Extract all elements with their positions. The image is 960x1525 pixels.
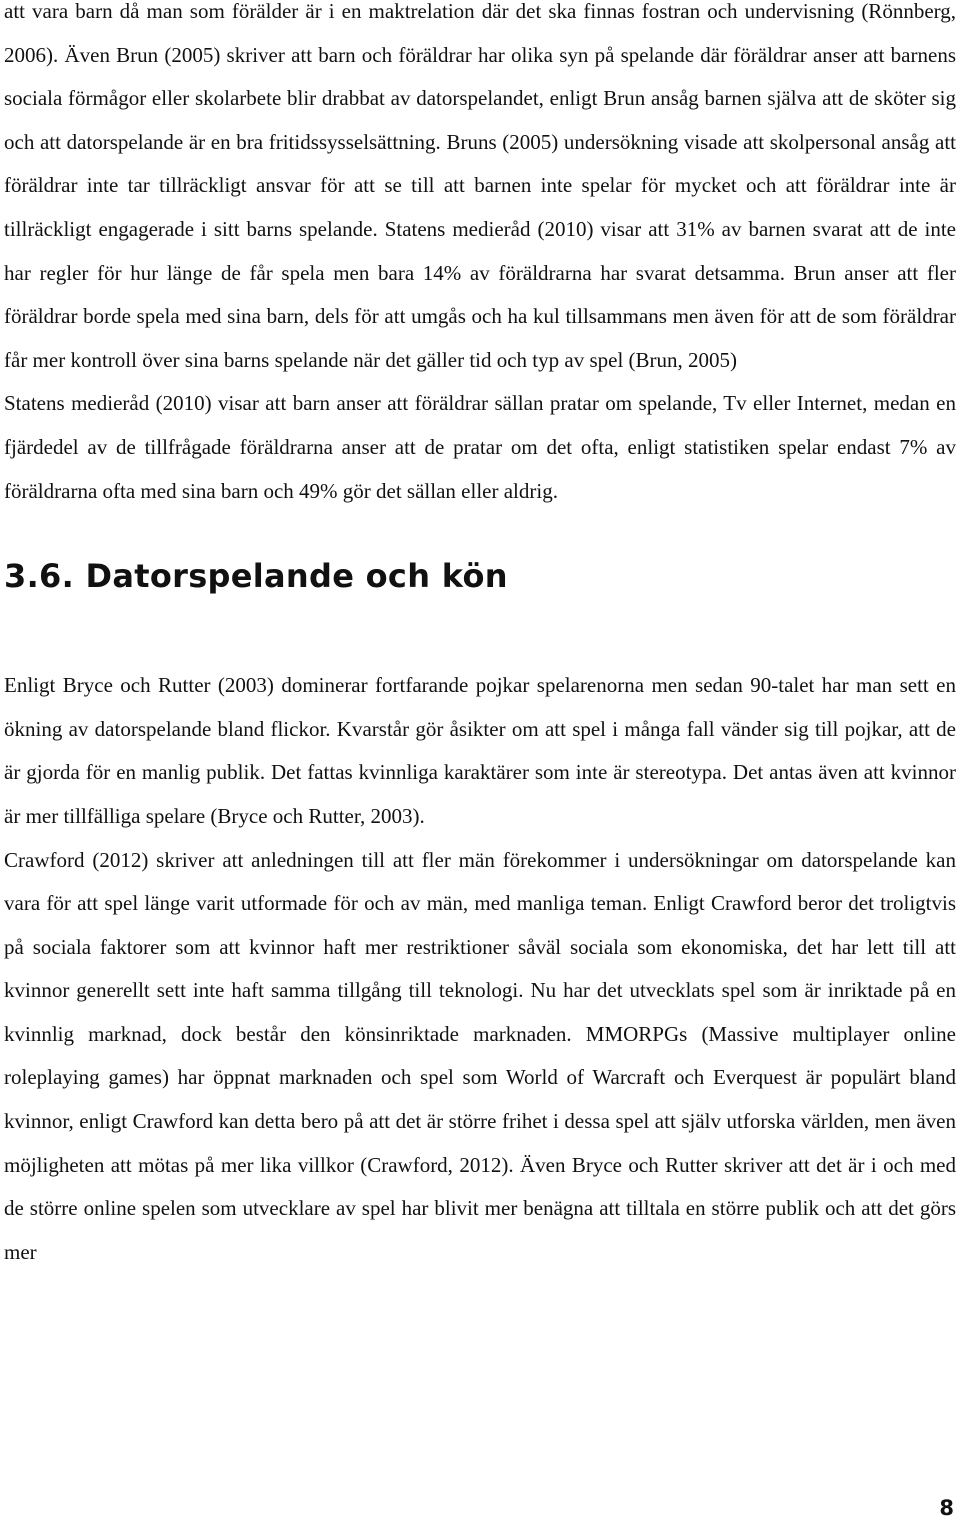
page-number: 8	[939, 1496, 954, 1520]
body-paragraph: Crawford (2012) skriver att anledningen till att fler män förekommer i undersökningar om datorspelande kan vara för att spel länge varit utformade för och av män, med manliga teman. Enligt Crawford beror det troligtvis på sociala faktorer som att kvinnor haft mer restriktioner såväl sociala som ekonomiska, det har lett till att kvinnor generellt sett inte haft samma tillgång till teknologi. Nu har det utvecklats spel som är inriktade på en kvinnlig marknad, dock består den könsinriktade marknaden. MMORPGs (Massive multiplayer online roleplaying games) har öppnat marknaden och spel som World of Warcraft och Everquest är populärt bland kvinnor, enligt Crawford kan detta bero på att det är större frihet i dessa spel att själv utforska världen, men även möjligheten att mötas på mer lika villkor (Crawford, 2012). Även Bryce och Rutter skriver att det är i och med de större online spelen som utvecklare av spel har blivit mer benägna att tilltala en större publik och att det görs mer	[4, 847, 956, 1264]
document-page	[4, 0, 956, 1274]
body-paragraph: Enligt Bryce och Rutter (2003) dominerar fortfarande pojkar spelarenorna men sedan 90-talet har man sett en ökning av datorspelande bland flickor. Kvarstår gör åsikter om att spel i många fall vänder sig till pojkar, att de är gjorda för en manlig publik. Det fattas kvinnliga karaktärer som inte är stereotypa. Det antas även att kvinnor är mer tillfälliga spelare (Bryce och Rutter, 2003).	[4, 673, 956, 828]
body-paragraph: Statens medieråd (2010) visar att barn anser att föräldrar sällan pratar om spelande, Tv eller Internet, medan en fjärdedel av de tillfrågade föräldrarna anser att de pratar om det ofta, enligt statistiken spelar endast 7% av föräldrarna ofta med sina barn och 49% gör det sällan eller aldrig.	[4, 391, 956, 503]
body-paragraph: att vara barn då man som förälder är i en maktrelation där det ska finnas fostran och undervisning (Rönnberg, 2006). Även Brun (2005) skriver att barn och föräldrar har olika syn på spelande där föräldrar anser att barnens sociala förmågor eller skolarbete blir drabbat av datorspelandet, enligt Brun ansåg barnen själva att de sköter sig och att datorspelande är en bra fritidssysselsättning. Bruns (2005) undersökning visade att skolpersonal ansåg att föräldrar inte tar tillräckligt ansvar för att se till att barnen inte spelar för mycket och att föräldrar inte är tillräckligt engagerade i sitt barns spelande. Statens medieråd (2010) visar att 31% av barnen svarat att de inte har regler för hur länge de får spela men bara 14% av föräldrarna har svarat detsamma. Brun anser att fler föräldrar borde spela med sina barn, dels för att umgås och ha kul tillsammans men även för att de som föräldrar får mer kontroll över sina barns spelande när det gäller tid och typ av spel (Brun, 2005)	[4, 0, 956, 372]
section-heading: 3.6. Datorspelande och kön	[4, 557, 508, 596]
